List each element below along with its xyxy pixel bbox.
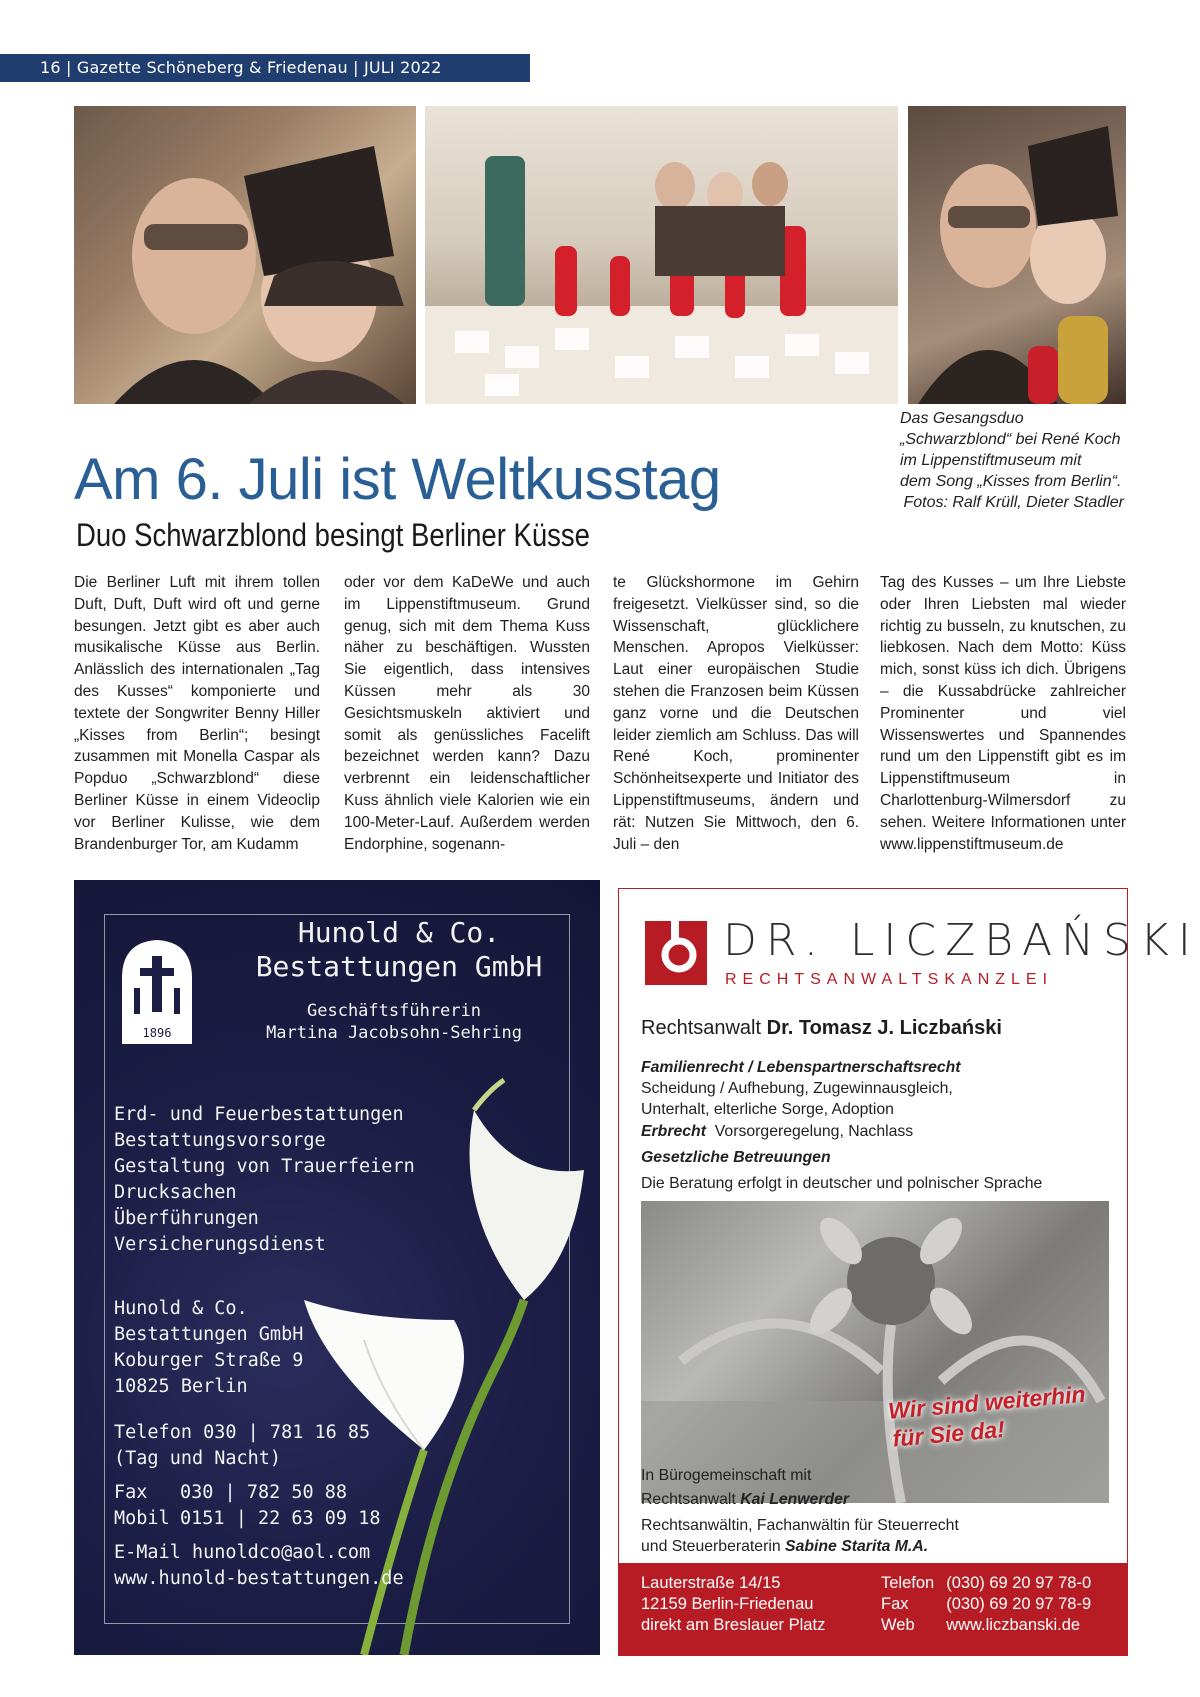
caption-line: Das Gesangsduo [900, 410, 1024, 427]
ad-liczbanski-kanzlei [618, 888, 1200, 1656]
practice-area-title: Erbrecht [641, 1123, 706, 1140]
web-url: www.liczbanski.de [946, 1616, 1081, 1634]
email-line: E-Mail hunoldco@aol.com [114, 1542, 371, 1563]
service-item: Gestaltung von Trauerfeiern [114, 1156, 415, 1177]
photo-duo-portrait [74, 106, 416, 404]
lawyer-prefix: Rechtsanwalt [641, 1017, 762, 1039]
practice-area-inheritance [641, 1121, 913, 1142]
service-item: Erd- und Feuerbestattungen [114, 1104, 404, 1125]
photo-lipstick-museum [425, 106, 898, 404]
fax-label: Fax [114, 1482, 148, 1503]
company-name-line: Hunold & Co. [297, 916, 501, 949]
lawyer-line [641, 1017, 1002, 1040]
partner-prefix: und Steuerberaterin [641, 1538, 781, 1555]
partner-name: Kai Lenwerder [740, 1491, 850, 1508]
article-text: te Glückshormone im Gehirn freigesetzt. Vielküsser sind, so die Wissenschaft, glücklichere Menschen. Apropos Vielküsser: Laut einer europäischen Studie stehen die Franzosen beim Küssen ganz vorne und die Deutschen leider ziemlich am Schluss. Das will René Koch, prominenter Schönheitsexperte und Initiator des Lippenstiftmuseums, ändern und rät: Nutzen Sie Mittwoch, den 6. Juli – den [613, 574, 859, 853]
hunold-fax-mobil [114, 1480, 380, 1532]
partner-title: Rechtsanwältin, Fachanwältin für Steuerrecht [641, 1517, 959, 1534]
kanzlei-subtitle: RECHTSANWALTSKANZLEI [725, 971, 1054, 988]
caption-line: „Schwarzblond“ bei René Koch [900, 431, 1121, 448]
address-line: Bestattungen GmbH [114, 1324, 304, 1345]
hunold-contact-web [114, 1540, 404, 1592]
practice-area-title: Gesetzliche Betreuungen [641, 1149, 831, 1166]
address-line: direkt am Breslauer Platz [641, 1616, 826, 1634]
kanzlei-name: DR. LICZBAŃSKI [723, 915, 1200, 966]
slogan-line: für Sie da! [891, 1415, 1006, 1452]
article-headline: Am 6. Juli ist Weltkusstag [74, 447, 721, 512]
article-column-2 [344, 572, 590, 855]
address-line: Hunold & Co. [114, 1298, 248, 1319]
telefon-note: (Tag und Nacht) [114, 1448, 282, 1469]
practice-area-text: Unterhalt, elterliche Sorge, Adoption [641, 1101, 894, 1118]
practice-area-title: Familienrecht / Lebenspartnerschaftsrecht [641, 1059, 961, 1076]
partner-name: Sabine Starita M.A. [785, 1538, 929, 1555]
article-column-3 [613, 572, 859, 855]
page-header-text: 16 | Gazette Schöneberg & Friedenau | JULI 2022 [40, 58, 442, 77]
caption-line: im Lippenstiftmuseum mit [900, 452, 1082, 469]
practice-area-text: Scheidung / Aufhebung, Zugewinnausgleich, [641, 1080, 953, 1097]
kanzlei-address [641, 1573, 825, 1636]
hunold-manager [224, 1000, 564, 1044]
practice-area-family [641, 1057, 961, 1120]
fax-number: (030) 69 20 97 78-9 [946, 1595, 1092, 1613]
service-item: Bestattungsvorsorge [114, 1130, 326, 1151]
caption-line: dem Song „Kisses from Berlin“. [900, 473, 1122, 490]
article-text: oder vor dem KaDeWe und auch im Lippenstiftmuseum. Grund genug, sich mit dem Thema Kuss näher zu beschäftigen. Wussten Sie eigentlich, dass intensives Küssen mehr als 30 Gesichtsmuskeln aktiviert und somit als genüssliches Facelift bezeichnet werden kann? Dazu verbrennt ein leidenschaftlicher Kuss ähnlich viele Kalorien wie ein 100-Meter-Lauf. Außerdem werden Endorphine, sogenann- [344, 574, 590, 853]
address-line: Lauterstraße 14/15 [641, 1574, 781, 1592]
photo-wrought-iron-sunflower [641, 1201, 1109, 1503]
practice-area-guardianship [641, 1147, 831, 1168]
telefon-line: Telefon 030 | 781 16 85 [114, 1422, 371, 1443]
article-text: Tag des Kusses – um Ihre Liebste oder Ihren Liebsten mal wieder richtig zu busseln, zu knutschen, zu liebkosen. Nach dem Motto: Küss mich, sonst küss ich dich. Übrigens – die Kussabdrücke zahlreicher Prominenter und viel Wissenswertes und Spannendes rund um den Lippenstift gibt es im Lippenstiftmuseum in Charlottenburg-Wilmersdorf zu sehen. Weitere Informationen unter www.lippenstiftmuseum.de [880, 574, 1126, 853]
partner-prefix: Rechtsanwalt [641, 1491, 736, 1508]
logo-year: 1896 [142, 1026, 172, 1040]
kanzlei-contact-footer [619, 1563, 1127, 1655]
address-line: 12159 Berlin-Friedenau [641, 1595, 814, 1613]
lawyer-name: Dr. Tomasz J. Liczbański [766, 1017, 1002, 1039]
partner-kai-lenwerder [641, 1489, 849, 1510]
photo-duo-kiss [908, 106, 1126, 404]
photo-credit: Fotos: Ralf Krüll, Dieter Stadler [903, 494, 1124, 511]
kanzlei-logo-icon [645, 921, 707, 985]
manager-name: Martina Jacobsohn-Sehring [266, 1023, 522, 1043]
manager-title: Geschäftsführerin [307, 1001, 481, 1021]
hunold-services [114, 1102, 415, 1258]
telefon-label: Telefon [881, 1574, 935, 1592]
article-subheadline: Duo Schwarzblond besingt Berliner Küsse [76, 517, 590, 553]
company-name-line: Bestattungen GmbH [255, 950, 543, 983]
mobil-number: 0151 | 22 63 09 18 [180, 1508, 381, 1529]
service-item: Überführungen [114, 1208, 259, 1229]
mobil-label: Mobil [114, 1508, 170, 1529]
page-header [0, 54, 530, 82]
photo-caption [900, 408, 1124, 513]
hunold-telefon [114, 1420, 370, 1472]
service-item: Versicherungsdienst [114, 1234, 326, 1255]
hunold-company-name [234, 916, 564, 984]
kanzlei-contact-table [881, 1573, 1103, 1636]
web-line: www.hunold-bestattungen.de [114, 1568, 404, 1589]
address-line: Koburger Straße 9 [114, 1350, 304, 1371]
web-label: Web [881, 1616, 915, 1634]
article-column-1 [74, 572, 320, 855]
office-sharing-note: In Bürogemeinschaft mit [641, 1467, 812, 1484]
partner-sabine-starita [641, 1515, 959, 1557]
practice-area-text: Vorsorgeregelung, Nachlass [714, 1123, 914, 1140]
fax-number: 030 | 782 50 88 [180, 1482, 348, 1503]
service-item: Drucksachen [114, 1182, 237, 1203]
article-column-4 [880, 572, 1126, 855]
hunold-address [114, 1296, 303, 1400]
ad-hunold-bestattungen [74, 880, 600, 1655]
article-text: Die Berliner Luft mit ihrem tollen Duft, Duft, Duft wird oft und gerne besungen. Jetzt gibt es aber auch musikalische Küsse aus Berlin. Anlässlich des internationalen „Tag des Kusses“ komponierte und textete der Songwriter Benny Hiller „Kisses from Berlin“; besingt zusammen mit Monella Caspar als Popduo „Schwarzblond“ diese Berliner Küsse in einem Videoclip vor Berliner Kulisse, wie dem Brandenburger Tor, am Kudamm [74, 574, 320, 853]
telefon-number: (030) 69 20 97 78-0 [946, 1574, 1092, 1592]
fax-label: Fax [881, 1595, 909, 1613]
address-line: 10825 Berlin [114, 1376, 248, 1397]
slogan-line: Wir sind weiterhin [887, 1380, 1087, 1424]
language-note: Die Beratung erfolgt in deutscher und polnischer Sprache [641, 1175, 1043, 1192]
